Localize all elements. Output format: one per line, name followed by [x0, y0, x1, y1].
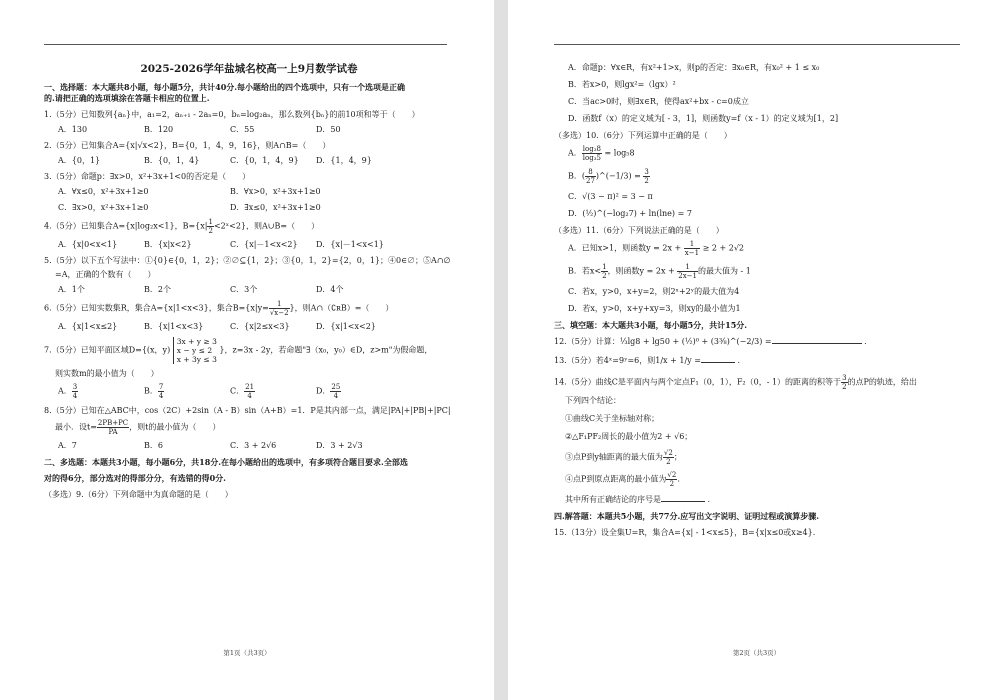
question-13: 13.（5分）若4ˣ=9ʸ=6，则1/x + 1/y = . [554, 356, 740, 365]
question-13-text-start: 13.（5分）若4ˣ=9ʸ=6，则 [554, 356, 656, 365]
numerator: 1 [684, 240, 700, 249]
fraction [666, 471, 677, 488]
denominator: √x−2 [269, 309, 289, 317]
question-2: 2.（5分）已知集合A={x|√x<2}，B={0，1，4，9，16}，则A∩B=（ ） [44, 141, 331, 150]
fraction [330, 383, 341, 400]
fraction [663, 449, 674, 466]
denominator: 4 [247, 392, 252, 400]
question-2-options [58, 155, 454, 166]
option-text-end: = log₅8 [601, 148, 635, 158]
option-c: C．3 + 2√6 [230, 441, 277, 450]
question-8-options [58, 440, 454, 451]
option-label: B．( [568, 171, 585, 181]
denominator: x−1 [684, 249, 700, 257]
section-1-line-1: 一、选择题：本大题共8小题，每小题5分，共计40分.每小题给出的四个选项中，只有一个选项是正确 [44, 82, 406, 92]
question-14-text-start: 14.（5分）曲线C是平面内与两个定点F₁（0，1），F₂（0，- 1）的距离的积等于 [554, 377, 842, 387]
statement-4: ④点P到原点距离的最小值为 $\frac{√2}{2}$ . [565, 471, 680, 488]
denominator: 2 [842, 383, 847, 391]
numerator: 25 [331, 383, 341, 391]
question-4-text-end: <2ˣ<2}，则A∪B=（ ） [213, 221, 320, 231]
option-c: C．55 [230, 125, 255, 134]
numerator: √2 [667, 471, 677, 479]
section-1-line-2: 的.请把正确的选项填涂在答题卡相应的位置上. [44, 93, 210, 103]
question-9: （多选）9.（6分）下列命题中为真命题的是（ ） [44, 490, 233, 499]
question-10-option-a [568, 145, 966, 162]
option-a: A．130 [58, 125, 88, 134]
question-11: （多选）11.（6分）下列说法正确的是（ ） [554, 226, 724, 235]
question-15: 15.（13分）设全集U=R，集合A={x| - 1<x≤5}，B={x|x≤0或x≥4}. [554, 528, 816, 537]
page2-content [554, 62, 966, 542]
option-c: C．∃x>0，x²+3x+1≥0 [58, 203, 149, 212]
fraction [97, 419, 129, 436]
question-7-text-start: 7.（5分）已知平面区域D={(x，y) [44, 345, 171, 355]
denominator: 4 [72, 392, 78, 400]
inequality-1: 3x + y ≥ 3 [176, 337, 217, 346]
option-a: A．{0，1} [58, 156, 101, 165]
statement-1: ①曲线C关于坐标轴对称； [565, 414, 660, 423]
question-7 [44, 337, 454, 379]
denominator: 2 [669, 480, 675, 488]
option-d: D．∃x≤0，x²+3x+1≥0 [230, 203, 321, 212]
question-10-option-b [568, 168, 966, 185]
question-10: （多选）10.（6分）下列运算中正确的是（ ） [554, 131, 732, 140]
option-text-end: ≥ 2 + 2√2 [700, 243, 745, 253]
option-c: C．3个 [230, 285, 258, 294]
statement-2: ②△F₁PF₂周长的最小值为2 + √6； [565, 432, 693, 441]
statement-3-text: ③点P到y轴距离的最大值为 [565, 452, 663, 462]
fraction [244, 383, 255, 400]
numerator: 7 [158, 383, 164, 391]
exam-page-2 [508, 0, 1005, 700]
answer-blank[interactable] [772, 343, 862, 344]
option-d: D．3 + 2√3 [316, 441, 363, 450]
page-footer: 第2页（共3页） [732, 649, 781, 657]
header-rule [44, 44, 447, 45]
fraction [643, 168, 649, 185]
question-7-line-2: 则实数m的最小值为（ ） [55, 369, 159, 378]
question-14-text-end: 的点P的轨迹，给出 [847, 377, 917, 387]
question-4 [44, 218, 454, 235]
question-11-option-a [568, 240, 966, 257]
numerator: 1 [208, 218, 213, 226]
denominator: 2x−1 [678, 272, 697, 280]
section-2-line-1: 二、多选题：本题共3小题，每小题6分，共18分.在每小题给出的选项中，有多项符合题目要求.全部选 [44, 457, 408, 467]
fraction [72, 383, 78, 400]
page-gap [494, 0, 508, 700]
denominator: 27 [586, 177, 595, 185]
option-text-end: 的最大值为 - 1 [698, 266, 751, 276]
question-6-options [58, 321, 454, 332]
option-label: C． [230, 386, 245, 396]
question-8-text-start: 最小．设t= [55, 422, 97, 432]
question-8-text-end: ，则t的最小值为（ ） [129, 422, 221, 432]
question-1-options [58, 124, 454, 135]
denominator: log₃5 [582, 154, 601, 162]
option-text-start: B．若x< [568, 266, 602, 276]
option-b: B．{x|1<x<3} [144, 322, 204, 331]
question-1: 1.（5分）已知数列{aₙ}中，a₁=2，aₙ₊₁ - 2aₙ=0，bₙ=log₂aₙ，那么数列{bₙ}的前10项和等于（ ） [44, 110, 420, 119]
denominator: 4 [158, 392, 164, 400]
exam-page-1 [0, 0, 494, 700]
question-7-text-end: }，z=3x - 2y，若命题"∃（x₀，y₀）∈D，z>m"为假命题， [219, 345, 433, 355]
fraction [269, 300, 290, 317]
question-5-options [58, 284, 454, 295]
question-9-option-b: B．若x>0，则lgx²=（lgx）² [568, 80, 676, 89]
section-1-heading [44, 82, 454, 104]
denominator: 2 [208, 227, 213, 235]
option-d: D．4个 [316, 285, 344, 294]
exam-title: 2025-2026学年盐城名校高一上9月数学试卷 [140, 63, 358, 75]
fraction [582, 145, 602, 162]
section-3-heading: 三、填空题：本大题共3小题，每小题5分，共计15分. [554, 320, 748, 330]
option-d: D．{1，4，9} [316, 156, 372, 165]
option-label: A． [58, 386, 72, 396]
question-10-option-c: C．√(3 − π)² = 3 − π [568, 192, 653, 201]
question-12-text-start: 12.（5分）计算： [554, 337, 620, 346]
question-9-option-c: C．当ac>0时，则∃x∈R，使得ax²+bx - c=0成立 [568, 97, 749, 106]
question-8-line-1: 8.（5分）已知在△ABC中，cos（2C）+2sin（A - B）sin（A+B）=1．P是其内部一点，满足|PA|+|PB|+|PC| [44, 406, 451, 415]
numerator: 3 [842, 374, 847, 382]
question-9-option-d: D．函数f（x）的定义域为[ - 3，1]，则函数y=f（x - 1）的定义域为[1，2] [568, 114, 839, 123]
question-3: 3.（5分）命题p：∃x>0，x²+3x+1<0的否定是（ ） [44, 172, 251, 181]
fraction [585, 168, 596, 185]
option-a: A．7 [58, 441, 77, 450]
option-c: C．{x|2≤x<3} [230, 322, 290, 331]
section-4-heading: 四.解答题：本题共5小题，共77分.应写出文字说明、证明过程或演算步骤. [554, 511, 820, 521]
option-a: A．∀x≤0，x²+3x+1≥0 [58, 187, 149, 196]
inequality-3: x + 3y ≤ 3 [176, 355, 217, 364]
option-text-mid: ，则函数y = 2x + [607, 266, 678, 276]
question-11-option-c: C．若x，y>0，x+y=2，则2ˣ+2ʸ的最大值为4 [568, 287, 740, 296]
denominator: 2 [666, 458, 671, 466]
question-8 [44, 405, 454, 436]
option-c: C．{0，1，4，9} [230, 156, 299, 165]
option-text-mid: )^(−1/3) = [595, 171, 644, 181]
option-b: B．∀x>0，x²+3x+1≥0 [230, 187, 321, 196]
question-5-line-2: =A，正确的个数有（ ） [55, 270, 156, 279]
option-a [58, 383, 144, 400]
numerator: 1 [677, 263, 698, 272]
fraction [158, 383, 164, 400]
option-a: A．1个 [58, 285, 85, 294]
option-a: A．{x|0<x<1} [58, 240, 118, 249]
question-12-expression: ⅓lg8 + lg50 + (½)⁰ + (3³⁄₈)^(−2/3) = [619, 337, 772, 346]
answer-blank[interactable] [661, 501, 705, 502]
inequality-2: x − y ≤ 2 [176, 346, 213, 355]
denominator: PA [108, 428, 118, 436]
numerator: 8 [585, 168, 596, 177]
question-13-expression: 1/x + 1/y = [655, 356, 701, 365]
numerator: log₃8 [582, 145, 601, 153]
question-12: 12.（5分）计算：⅓lg8 + lg50 + (½)⁰ + (3³⁄₈)^(−2/3) = . [554, 337, 867, 346]
option-b [144, 383, 230, 400]
question-6-text-start: 6.（5分）已知实数集R，集合A={x|1<x<3}，集合B={x|y= [44, 303, 269, 313]
numerator: 21 [245, 383, 255, 391]
question-10-option-d: D．(½)^(−log₂7) + ln(lne) = 7 [568, 209, 692, 218]
numerator: 3 [72, 383, 78, 391]
option-c [230, 383, 316, 400]
question-5 [44, 255, 454, 280]
question-4-text-start: 4.（5分）已知集合A={x|log₂x<1}，B={x| [44, 221, 208, 231]
question-4-options [58, 239, 454, 250]
numerator: 3 [644, 168, 649, 176]
option-d: D．50 [316, 125, 341, 134]
statement-3: ③点P到y轴距离的最大值为 $\frac{√2}{2}$ ； [565, 449, 682, 466]
header-rule [554, 44, 960, 45]
option-b: B．6 [144, 441, 163, 450]
page1-content [44, 62, 454, 504]
option-c: C．{x|－1<x<2} [230, 240, 298, 249]
option-d: D．{x|－1<x<1} [316, 240, 384, 249]
section-2-line-2: 对的得6分，部分选对的得部分分，有选错的得0分. [44, 473, 226, 483]
question-6 [44, 300, 454, 317]
question-5-line-1: 5.（5分）以下五个写法中：①{0}∈{0，1，2}；②∅⊆{1，2}；③{0，1，2}={2，0，1}；④0∈∅；⑤A∩∅ [44, 256, 451, 265]
question-6-text-end: }，则A∩（∁ʀB）=（ ） [289, 303, 394, 313]
option-b: B．2个 [144, 285, 171, 294]
option-label: D． [316, 386, 331, 396]
answer-prompt: 其中所有正确结论的序号是 [565, 495, 661, 504]
question-9-option-a: A．命题p：∀x∈R，有x²+1>x，则p的否定：∃x₀∈R，有x₀² + 1 ≤ x₀ [568, 63, 820, 72]
option-b: B．120 [144, 125, 174, 134]
numerator: 1 [602, 263, 607, 271]
denominator: 2 [644, 177, 649, 185]
option-a: A．{x|1<x≤2} [58, 322, 118, 331]
option-d [316, 383, 402, 400]
question-14-answer-line: 其中所有正确结论的序号是 . [565, 495, 711, 504]
statement-4-text: ④点P到原点距离的最小值为 [565, 474, 667, 484]
numerator: √2 [663, 449, 673, 457]
fraction [677, 263, 698, 280]
fraction [684, 240, 700, 257]
question-3-options-row-1 [58, 186, 454, 197]
answer-blank[interactable] [701, 362, 735, 363]
page-footer: 第1页（共3页） [223, 649, 271, 657]
option-text-start: A．已知x>1，则函数y = 2x + [568, 243, 684, 253]
option-d: D．{x|1<x<2} [316, 322, 376, 331]
denominator: 4 [333, 392, 339, 400]
section-2-heading [44, 457, 454, 484]
numerator: 2PB+PC [97, 419, 129, 427]
option-b: B．{0，1，4} [144, 156, 200, 165]
option-label: B． [144, 386, 158, 396]
question-11-option-d: D．若x，y>0，x+y+xy=3，则xy的最小值为1 [568, 304, 741, 313]
denominator: 2 [602, 272, 607, 280]
question-8-line-2 [55, 419, 454, 436]
option-label: A． [568, 148, 582, 158]
question-11-option-b [568, 263, 966, 280]
question-3-options-row-2 [58, 202, 454, 213]
question-14-line-2: 下列四个结论： [565, 396, 621, 405]
option-b: B．{x|x<2} [144, 240, 192, 249]
question-7-options [58, 383, 454, 400]
numerator: 1 [269, 300, 290, 309]
inequality-system [173, 337, 217, 364]
question-14 [554, 374, 966, 391]
